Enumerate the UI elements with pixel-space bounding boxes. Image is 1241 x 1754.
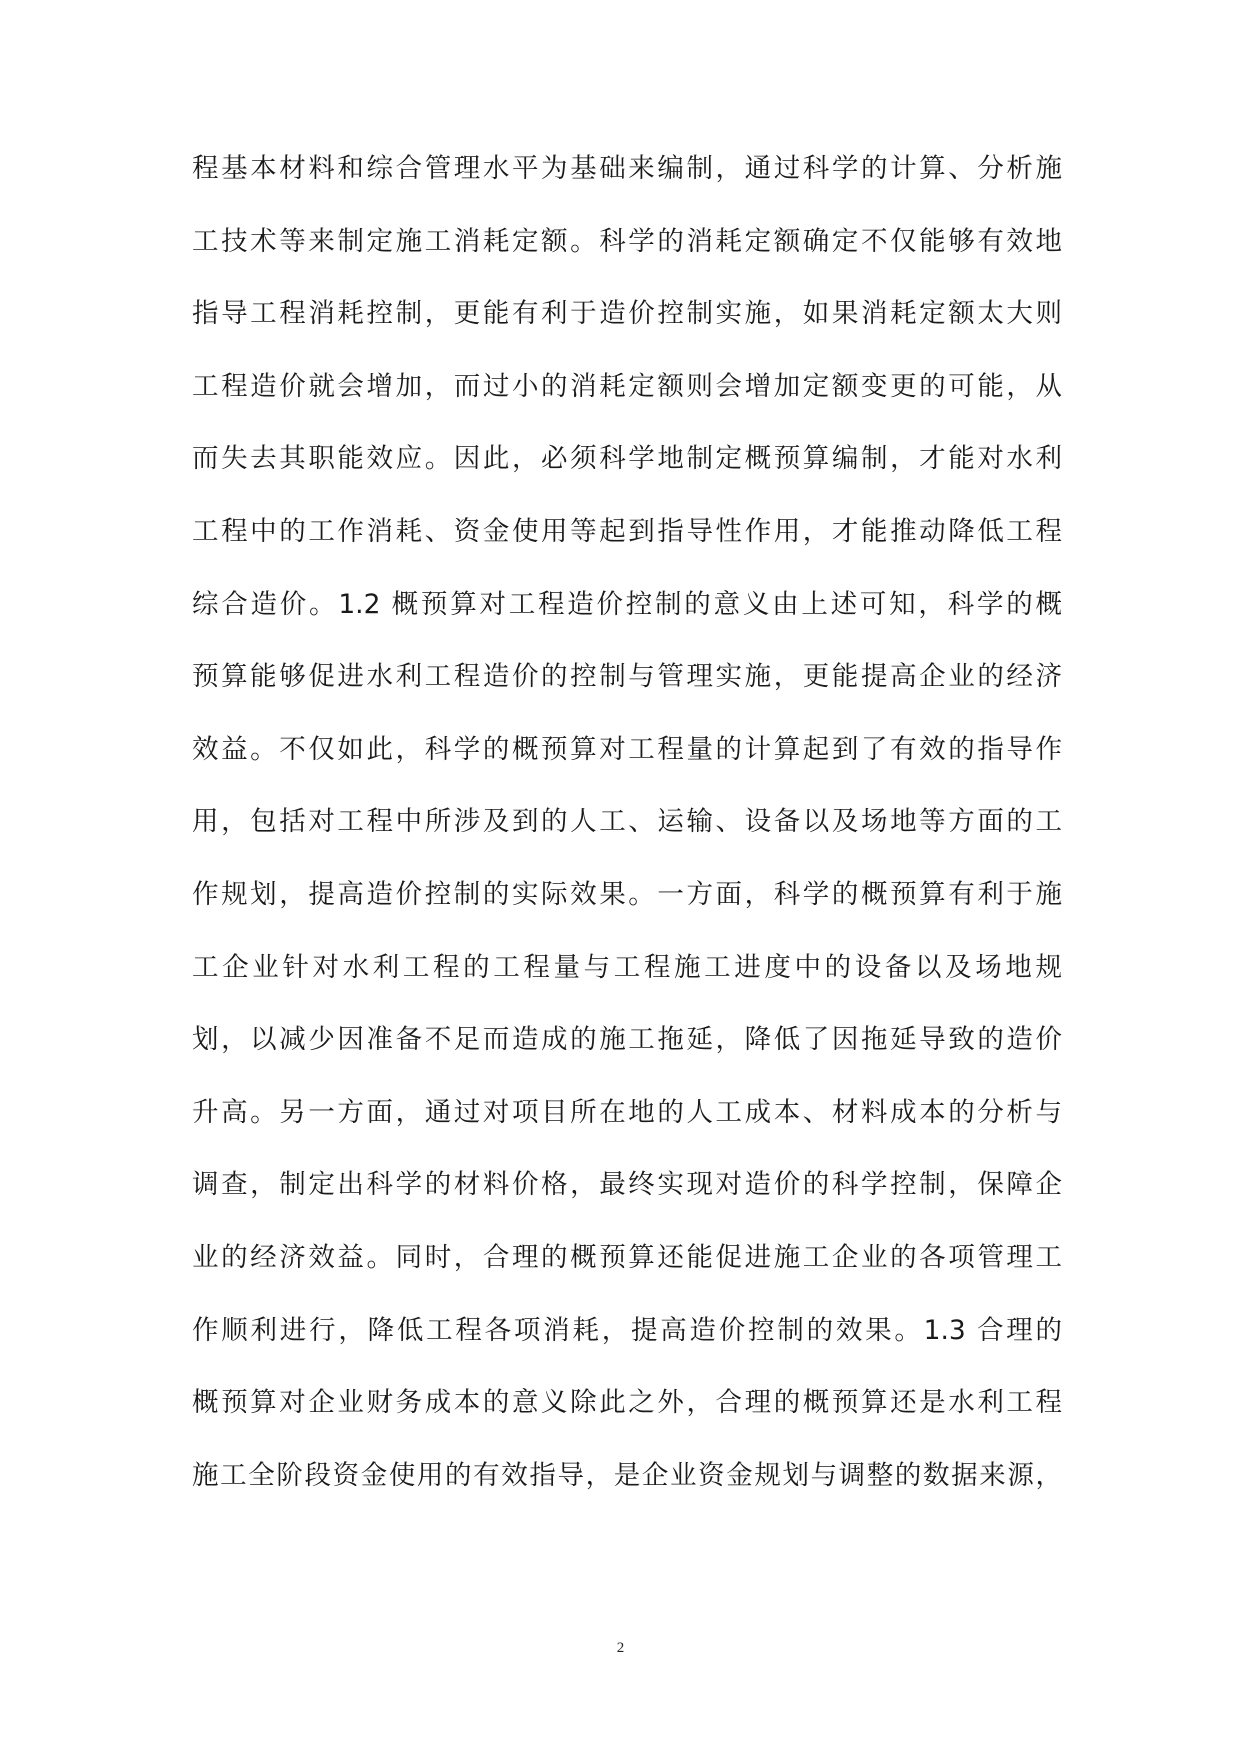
text-line: 工程中的工作消耗、资金使用等起到指导性作用，才能推动降低工程 [192, 515, 1062, 547]
text-line: 作规划，提高造价控制的实际效果。一方面，科学的概预算有利于施 [192, 878, 1062, 910]
page-number: 2 [616, 1640, 625, 1656]
text-line: 综合造价。1.2 概预算对工程造价控制的意义由上述可知，科学的概 [192, 588, 1062, 620]
text-line: 工企业针对水利工程的工程量与工程施工进度中的设备以及场地规 [192, 951, 1062, 983]
text-line: 工程造价就会增加，而过小的消耗定额则会增加定额变更的可能，从 [192, 370, 1062, 402]
text-line: 效益。不仅如此，科学的概预算对工程量的计算起到了有效的指导作 [192, 733, 1062, 765]
text-line: 升高。另一方面，通过对项目所在地的人工成本、材料成本的分析与 [192, 1096, 1062, 1128]
text-line: 指导工程消耗控制，更能有利于造价控制实施，如果消耗定额太大则 [192, 298, 1062, 330]
text-line: 施工全阶段资金使用的有效指导，是企业资金规划与调整的数据来源， [192, 1459, 1062, 1491]
text-line: 业的经济效益。同时，合理的概预算还能促进施工企业的各项管理工 [192, 1241, 1062, 1273]
text-line: 概预算对企业财务成本的意义除此之外，合理的概预算还是水利工程 [192, 1387, 1062, 1419]
text-line: 划，以减少因准备不足而造成的施工拖延，降低了因拖延导致的造价 [192, 1024, 1062, 1056]
text-line: 而失去其职能效应。因此，必须科学地制定概预算编制，才能对水利 [192, 443, 1062, 475]
text-line: 预算能够促进水利工程造价的控制与管理实施，更能提高企业的经济 [192, 661, 1062, 693]
text-line: 作顺利进行，降低工程各项消耗，提高造价控制的效果。1.3 合理的 [192, 1314, 1062, 1346]
text-line: 程基本材料和综合管理水平为基础来编制，通过科学的计算、分析施 [192, 153, 1062, 184]
text-line: 用，包括对工程中所涉及到的人工、运输、设备以及场地等方面的工 [192, 806, 1062, 838]
text-line: 工技术等来制定施工消耗定额。科学的消耗定额确定不仅能够有效地 [192, 225, 1062, 257]
text-line: 调查，制定出科学的材料价格，最终实现对造价的科学控制，保障企 [192, 1169, 1062, 1201]
body-paragraph [192, 133, 1062, 1512]
